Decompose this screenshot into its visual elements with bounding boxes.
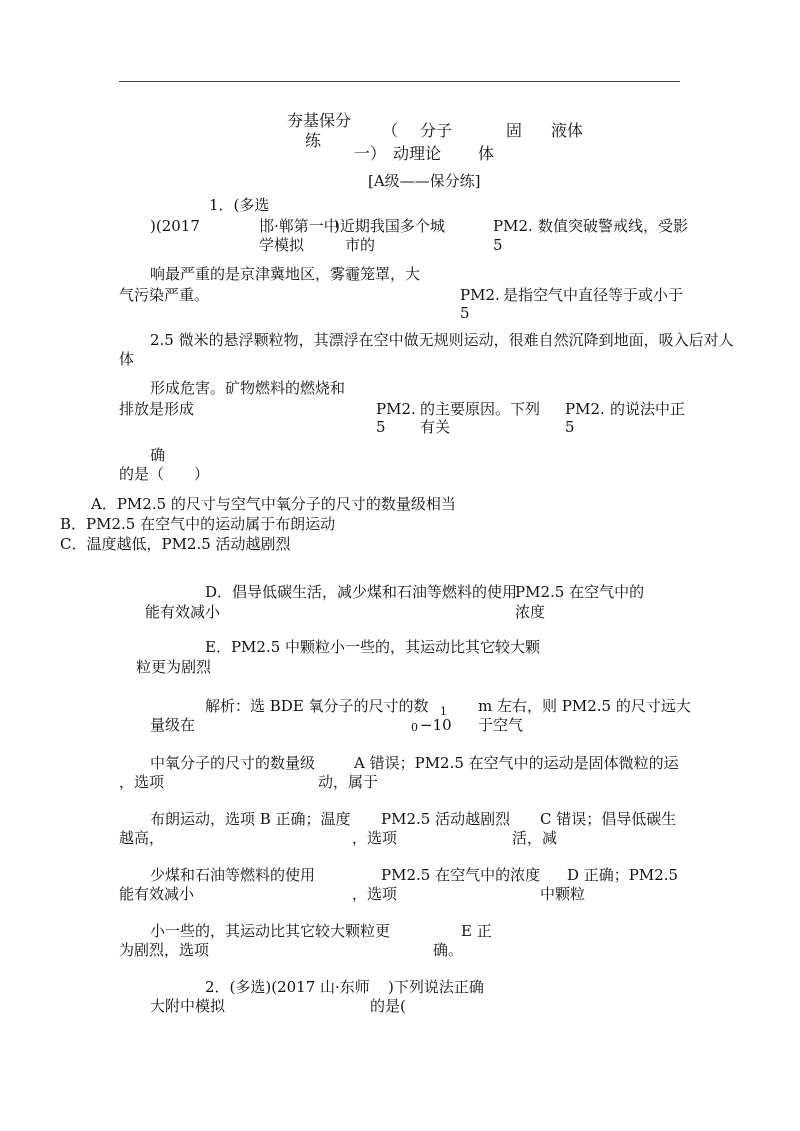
title-part: 分子 — [420, 121, 453, 140]
analysis-text: D 正确；PM2.5 — [567, 866, 679, 884]
q1-text: PM2. — [493, 217, 533, 235]
q1-text: 的是（ ） — [119, 465, 210, 483]
analysis-text: 量级在 — [150, 716, 196, 734]
q1-text: 体 — [119, 350, 135, 368]
option-d: D．倡导低碳生活，减少煤和石油等燃料的使用 — [205, 583, 518, 601]
option-d: PM2.5 在空气中的 — [515, 583, 645, 601]
analysis-text: 中颗粒 — [540, 885, 586, 903]
header-rule — [119, 81, 680, 82]
q1-text: 市的 — [345, 236, 376, 254]
q1-text: 气污染严重。 — [119, 286, 210, 304]
analysis-text: 能有效减小 — [119, 885, 195, 903]
q1-text: PM2. — [565, 400, 605, 418]
q1-text: PM2. — [376, 400, 416, 418]
title-part: 一） — [354, 144, 387, 163]
title-part: 液体 — [551, 121, 584, 140]
analysis-text: 活，减 — [512, 829, 558, 847]
option-e: 粒更为剧烈 — [136, 658, 212, 676]
analysis-text: 小一些的，其运动比其它较大颗粒更 — [150, 922, 391, 940]
q2-text: 的是( — [370, 997, 406, 1015]
analysis-text: m 左右，则 PM2.5 的尺寸远大 — [478, 697, 691, 715]
q1-text: )近期我国多个城 — [334, 217, 445, 235]
analysis-text: A 错误；PM2.5 在空气中的运动是固体微粒的运 — [354, 754, 679, 772]
analysis-text: PM2.5 活动越剧烈 — [381, 810, 511, 828]
title-part: （ — [382, 121, 399, 140]
analysis-text: ，选项 — [352, 885, 398, 903]
q1-text: 5 — [460, 304, 470, 322]
analysis-text: C 错误；倡导低碳生 — [540, 810, 677, 828]
q1-text: 2.5 微米的悬浮颗粒物，其漂浮在空中做无规则运动，很难自然沉降到地面，吸入后对人 — [150, 331, 734, 349]
analysis-text: 少煤和石油等燃料的使用 — [150, 866, 316, 884]
option-b: B．PM2.5 在空气中的运动属于布朗运动 — [60, 515, 336, 533]
q1-source: 学模拟 — [259, 236, 305, 254]
analysis-text: 布朗运动，选项 B 正确；温度 — [150, 810, 351, 828]
analysis-text: E 正 — [461, 922, 492, 940]
q1-text: 确 — [150, 446, 166, 464]
analysis-text: 动，属于 — [318, 773, 379, 791]
q1-text: 的说法中正 — [610, 400, 686, 418]
q1-text: 5 — [565, 418, 575, 436]
analysis-text: ，选项 — [119, 773, 165, 791]
option-c: C．温度越低，PM2.5 活动越剧烈 — [60, 535, 291, 553]
analysis-text: 解析：选 BDE 氧分子的尺寸的数 — [205, 697, 429, 715]
option-a: A．PM2.5 的尺寸与空气中氧分子的尺寸的数量级相当 — [91, 495, 456, 513]
q1-source: )(2017 — [150, 217, 200, 235]
analysis-text: 越高， — [119, 829, 165, 847]
title-part: 固 — [506, 121, 523, 140]
q1-text: 的主要原因。下列 — [420, 400, 541, 418]
q1-text: 形成危害。矿物燃料的燃烧和 — [150, 379, 346, 397]
analysis-text: 为剧烈，选项 — [119, 941, 210, 959]
q1-text: 5 — [493, 236, 503, 254]
q1-text: 排放是形成 — [119, 400, 195, 418]
option-d: 浓度 — [515, 603, 546, 621]
q1-number: 1．(多选 — [209, 196, 270, 214]
q1-text: 数值突破警戒线，受影 — [538, 217, 689, 235]
option-d: 能有效减小 — [145, 603, 221, 621]
q1-text: 响最严重的是京津冀地区，雾霾笼罩，大 — [150, 265, 421, 283]
section-heading: [A级——保分练] — [368, 172, 481, 190]
analysis-text: 确。 — [433, 941, 464, 959]
option-e: E．PM2.5 中颗粒小一些的，其运动比其它较大颗 — [205, 638, 541, 656]
q1-text: 5 — [376, 418, 386, 436]
title-part: 夯基保分 — [287, 111, 352, 130]
q2-text: )下列说法正确 — [388, 978, 484, 996]
analysis-text: ，选项 — [352, 829, 398, 847]
analysis-text: −10 — [420, 716, 452, 734]
q1-text: 有关 — [420, 418, 451, 436]
title-part: 练 — [305, 131, 322, 150]
q2-text: 大附中模拟 — [150, 997, 226, 1015]
analysis-text: PM2.5 在空气中的浓度 — [381, 866, 541, 884]
q1-text: 是指空气中直径等于或小于 — [503, 286, 684, 304]
analysis-text: 于空气 — [478, 716, 524, 734]
analysis-sub: 0 — [411, 721, 418, 734]
q1-text: PM2. — [460, 286, 500, 304]
q1-source: 邯·郸第一中 — [259, 217, 339, 235]
title-part: 体 — [478, 144, 495, 163]
analysis-sup: 1 — [440, 705, 447, 718]
analysis-text: 中氧分子的尺寸的数量级 — [150, 754, 316, 772]
title-part: 动理论 — [393, 144, 442, 163]
q2-text: 2．(多选)(2017 山·东师 — [205, 978, 370, 996]
